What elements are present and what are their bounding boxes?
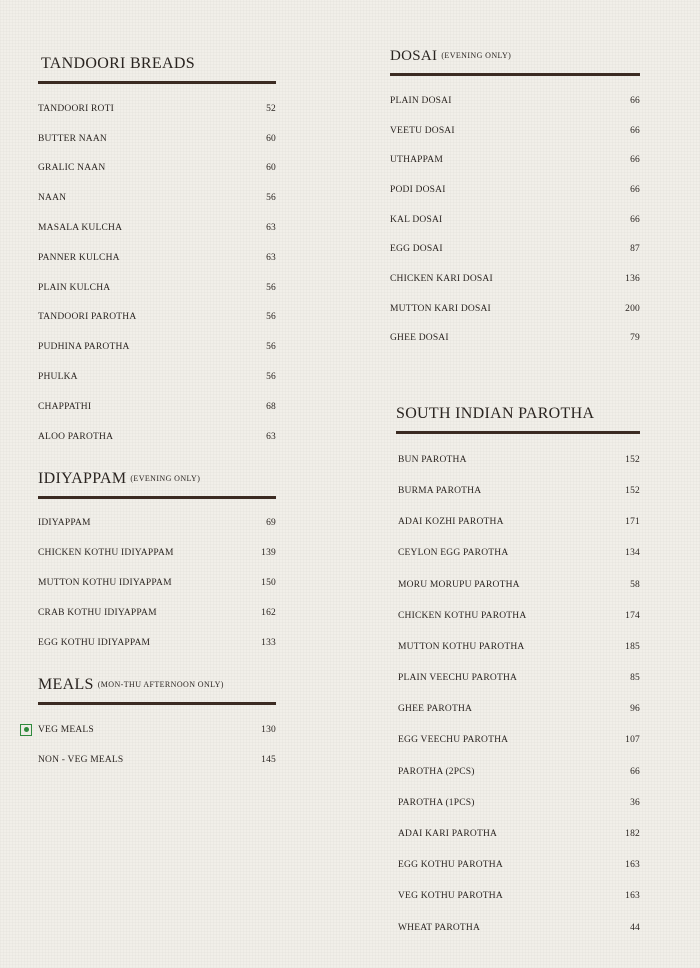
menu-item-name: TANDOORI ROTI — [38, 103, 114, 114]
menu-item-name: ADAI KARI PAROTHA — [398, 829, 498, 840]
menu-item — [38, 124, 276, 154]
section-title-text: TANDOORI BREADS — [41, 55, 195, 72]
menu-item-price: 163 — [625, 860, 640, 871]
section-divider — [396, 431, 640, 434]
section-subtitle: (EVENING ONLY) — [441, 51, 512, 60]
section-divider — [390, 73, 640, 76]
menu-item — [390, 538, 640, 569]
menu-item-price: 58 — [630, 579, 640, 590]
menu-item — [390, 850, 640, 881]
menu-item — [390, 569, 640, 600]
menu-item — [38, 332, 276, 362]
dosai-list — [390, 86, 640, 353]
menu-item-price: 69 — [266, 518, 276, 529]
veg-symbol-icon — [20, 724, 32, 736]
menu-item-name: GRALIC NAAN — [38, 163, 106, 174]
menu-item-name: CHICKEN KOTHU PAROTHA — [398, 610, 527, 621]
menu-item — [390, 725, 640, 756]
meals-list — [38, 715, 276, 775]
menu-item-price: 60 — [266, 133, 276, 144]
menu-item-name: PHULKA — [38, 372, 78, 383]
menu-item — [38, 243, 276, 273]
menu-item-price: 133 — [261, 637, 276, 648]
section-divider — [38, 496, 276, 499]
section-title-text: MEALS — [38, 675, 94, 693]
menu-item-price: 68 — [266, 401, 276, 412]
menu-item-name: VEETU DOSAI — [390, 125, 455, 136]
menu-item-price: 66 — [630, 184, 640, 195]
section-title-meals — [38, 676, 276, 702]
menu-item — [38, 568, 276, 598]
menu-item-name: PLAIN DOSAI — [390, 95, 452, 106]
menu-item — [38, 422, 276, 452]
section-idiyappam — [38, 470, 276, 658]
menu-item-price: 96 — [630, 704, 640, 715]
right-column — [390, 48, 640, 961]
menu-item-price: 66 — [630, 95, 640, 106]
menu-item-price: 56 — [266, 372, 276, 383]
menu-item-price: 107 — [625, 735, 640, 746]
menu-item-price: 79 — [630, 333, 640, 344]
menu-item-name: EGG VEECHU PAROTHA — [398, 735, 509, 746]
menu-item — [390, 444, 640, 475]
menu-item-price: 130 — [261, 724, 276, 735]
menu-item — [390, 86, 640, 116]
menu-item-name: CHICKEN KOTHU IDIYAPPAM — [38, 548, 174, 559]
menu-item-name: PAROTHA (2PCS) — [398, 766, 475, 777]
menu-item — [390, 294, 640, 324]
menu-item-name: NAAN — [38, 193, 67, 204]
menu-item-name: UTHAPPAM — [390, 155, 443, 166]
menu-item-name: BUTTER NAAN — [38, 133, 107, 144]
menu-item — [390, 600, 640, 631]
menu-item-price: 162 — [261, 607, 276, 618]
menu-item-name: CEYLON EGG PAROTHA — [398, 548, 509, 559]
menu-item-name: BUN PAROTHA — [398, 454, 467, 465]
menu-item — [390, 818, 640, 849]
menu-item — [390, 145, 640, 175]
menu-item-price: 63 — [266, 252, 276, 263]
menu-item-name: PANNER KULCHA — [38, 252, 120, 263]
menu-item-price: 171 — [625, 517, 640, 528]
menu-item-name: CHICKEN KARI DOSAI — [390, 273, 493, 284]
menu-item-price: 60 — [266, 163, 276, 174]
menu-item-price: 52 — [266, 103, 276, 114]
menu-item-price: 63 — [266, 223, 276, 234]
menu-item — [38, 183, 276, 213]
section-divider — [38, 81, 276, 84]
section-title-text: DOSAI — [390, 48, 438, 64]
menu-item-name: NON - VEG MEALS — [38, 754, 124, 765]
menu-item-price: 36 — [630, 797, 640, 808]
menu-item-price: 150 — [261, 578, 276, 589]
menu-item-price: 56 — [266, 312, 276, 323]
menu-item — [38, 392, 276, 422]
menu-item-price: 174 — [625, 610, 640, 621]
menu-item-name: EGG KOTHU PAROTHA — [398, 860, 503, 871]
menu-item — [38, 213, 276, 243]
menu-item-name: ADAI KOZHI PAROTHA — [398, 517, 504, 528]
menu-item-price: 152 — [625, 485, 640, 496]
section-dosai — [390, 48, 640, 353]
menu-item-name: PAROTHA (1PCS) — [398, 797, 475, 808]
section-title-tandoori-breads — [38, 55, 276, 81]
menu-item — [390, 694, 640, 725]
menu-item-price: 134 — [625, 548, 640, 559]
section-title-text: IDIYAPPAM — [38, 469, 127, 487]
section-subtitle: (EVENING ONLY) — [130, 473, 201, 483]
menu-item-price: 85 — [630, 673, 640, 684]
menu-item-name: PLAIN VEECHU PAROTHA — [398, 673, 518, 684]
menu-item-name: GHEE DOSAI — [390, 333, 449, 344]
menu-item-price: 185 — [625, 641, 640, 652]
menu-item — [38, 598, 276, 628]
menu-item — [390, 205, 640, 235]
menu-item-price: 136 — [625, 273, 640, 284]
menu-item — [38, 303, 276, 333]
menu-item — [38, 745, 276, 775]
menu-item-price: 63 — [266, 431, 276, 442]
menu-item-price: 200 — [625, 303, 640, 314]
menu-item — [390, 264, 640, 294]
menu-item-name: BURMA PAROTHA — [398, 485, 482, 496]
menu-item-name: ALOO PAROTHA — [38, 431, 114, 442]
menu-item-name: MORU MORUPU PAROTHA — [398, 579, 520, 590]
menu-item — [390, 881, 640, 912]
menu-item — [390, 912, 640, 943]
menu-item — [38, 94, 276, 124]
menu-item-name: WHEAT PAROTHA — [398, 922, 481, 933]
menu-item-name: GHEE PAROTHA — [398, 704, 473, 715]
idiyappam-list — [38, 509, 276, 658]
section-subtitle: (MON-THU AFTERNOON ONLY) — [97, 679, 224, 689]
tandoori-breads-list — [38, 94, 276, 452]
menu-item-price: 152 — [625, 454, 640, 465]
menu-item-price: 44 — [630, 922, 640, 933]
menu-item-name: VEG MEALS — [38, 724, 94, 735]
menu-item-price: 139 — [261, 548, 276, 559]
menu-item-price: 56 — [266, 193, 276, 204]
menu-item-name: KAL DOSAI — [390, 214, 443, 225]
menu-item — [390, 116, 640, 146]
menu-item — [390, 175, 640, 205]
menu-item-price: 66 — [630, 766, 640, 777]
menu-item-price: 66 — [630, 214, 640, 225]
menu-item-name: IDIYAPPAM — [38, 518, 91, 529]
menu-item-price: 66 — [630, 155, 640, 166]
section-south-indian-parotha — [390, 405, 640, 943]
menu-item — [390, 787, 640, 818]
menu-item-name: MUTTON KOTHU PAROTHA — [398, 641, 525, 652]
menu-item — [38, 154, 276, 184]
menu-item — [390, 631, 640, 662]
menu-item — [38, 273, 276, 303]
left-column — [38, 55, 276, 793]
south-indian-parotha-list — [390, 444, 640, 943]
section-tandoori-breads — [38, 55, 276, 452]
menu-item-name: TANDOORI PAROTHA — [38, 312, 137, 323]
menu-item-name: VEG KOTHU PAROTHA — [398, 891, 503, 902]
menu-item-name: PUDHINA PAROTHA — [38, 342, 130, 353]
menu-item — [38, 715, 276, 745]
menu-item — [390, 234, 640, 264]
menu-item-name: CRAB KOTHU IDIYAPPAM — [38, 607, 157, 618]
menu-item-name: EGG KOTHU IDIYAPPAM — [38, 637, 151, 648]
menu-item — [38, 509, 276, 539]
menu-item-name: MUTTON KOTHU IDIYAPPAM — [38, 578, 172, 589]
section-meals — [38, 676, 276, 775]
menu-item-price: 66 — [630, 125, 640, 136]
menu-item-price: 56 — [266, 342, 276, 353]
menu-item-price: 87 — [630, 244, 640, 255]
menu-item-name: PLAIN KULCHA — [38, 282, 111, 293]
menu-item — [390, 475, 640, 506]
menu-item — [390, 756, 640, 787]
menu-item — [390, 663, 640, 694]
section-title-south-indian-parotha — [390, 405, 640, 431]
section-divider — [38, 702, 276, 705]
menu-item-price: 182 — [625, 829, 640, 840]
menu-item-name: MASALA KULCHA — [38, 223, 123, 234]
menu-item — [38, 538, 276, 568]
menu-item-name: CHAPPATHI — [38, 401, 92, 412]
menu-item-price: 56 — [266, 282, 276, 293]
section-title-text: SOUTH INDIAN PAROTHA — [396, 405, 595, 423]
menu-item-name: EGG DOSAI — [390, 244, 443, 255]
menu-item — [390, 324, 640, 354]
menu-item-name: PODI DOSAI — [390, 184, 446, 195]
section-title-idiyappam — [38, 470, 276, 496]
menu-item-name: MUTTON KARI DOSAI — [390, 303, 491, 314]
menu-item — [390, 507, 640, 538]
section-title-dosai — [390, 48, 640, 73]
menu-item — [38, 628, 276, 658]
menu-item — [38, 362, 276, 392]
menu-item-price: 145 — [261, 754, 276, 765]
menu-item-price: 163 — [625, 891, 640, 902]
